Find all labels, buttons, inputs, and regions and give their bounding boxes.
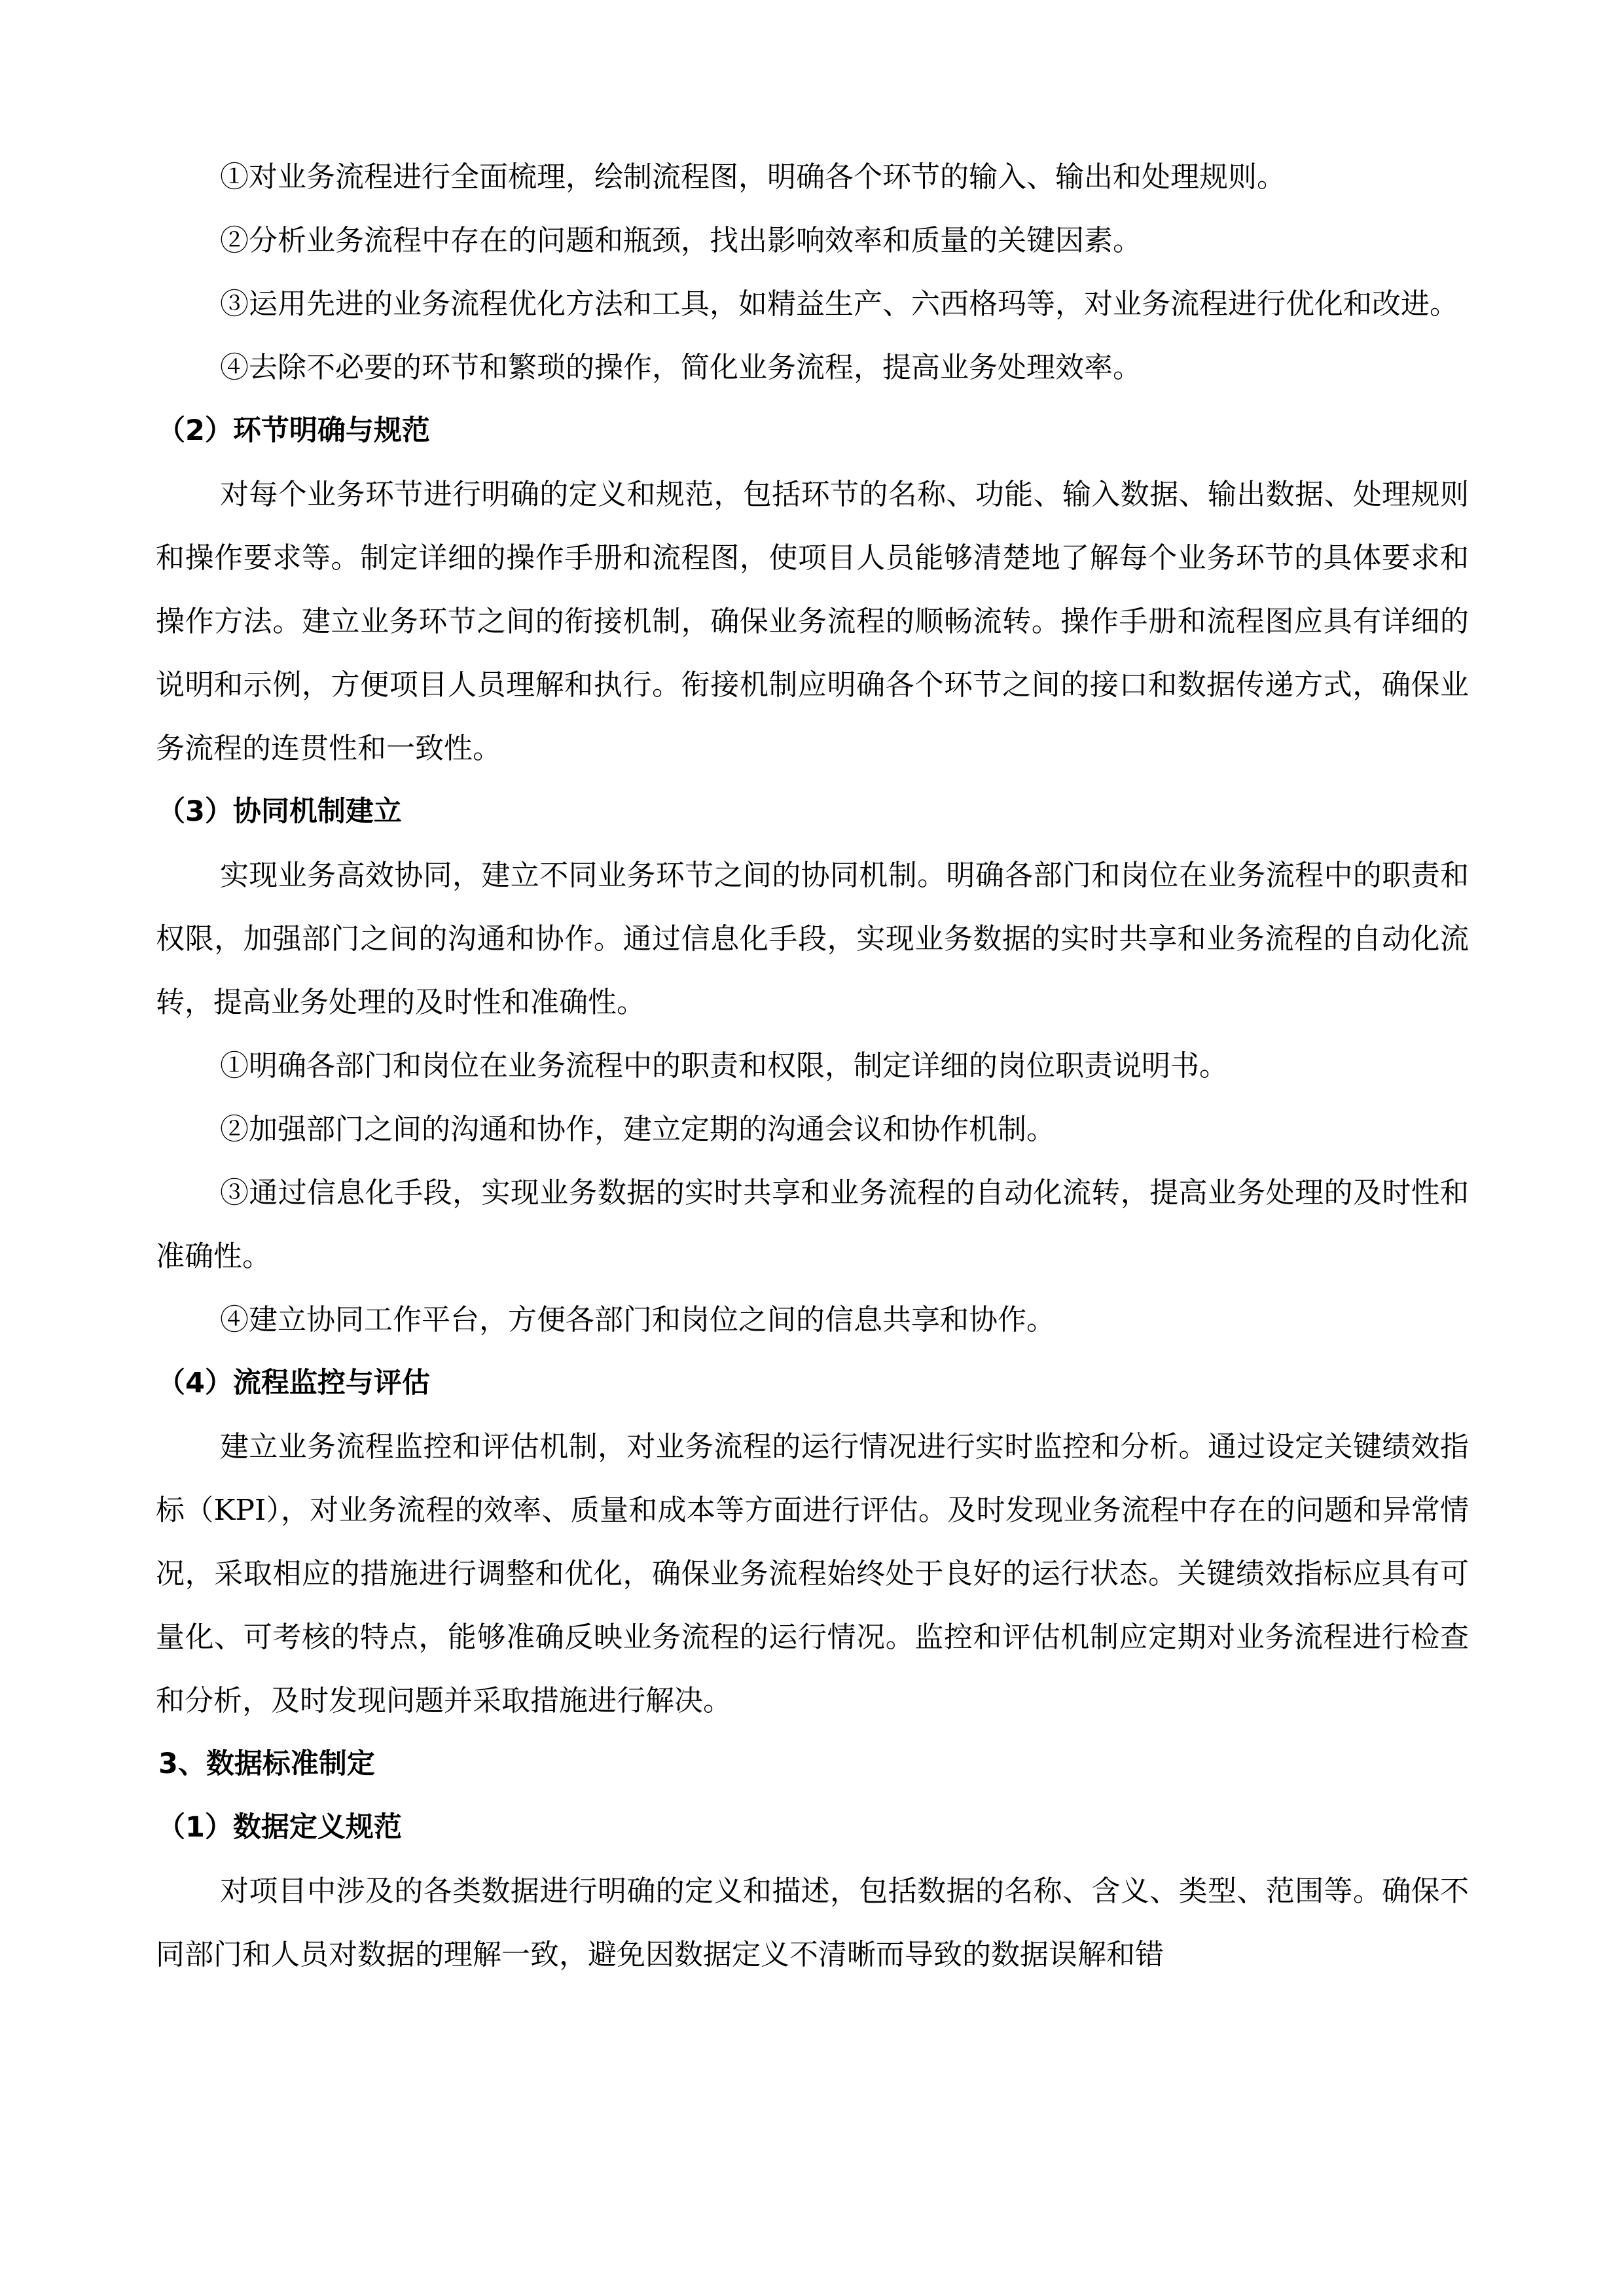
section-heading-link-definition: （2）环节明确与规范 xyxy=(157,414,430,447)
section-heading-data-standards: 3、数据标准制定 xyxy=(158,1748,375,1780)
paragraph-data-definition: 对项目中涉及的各类数据进行明确的定义和描述，包括数据的名称、含义、类型、范围等。确保不同部门和人员对数据的理解一致，避免因数据定义不清晰而导致的数据误解和错 xyxy=(156,1874,1469,1971)
document-page xyxy=(156,145,1469,1986)
list-item-collaboration-2: ②加强部门之间的沟通和协作，建立定期的沟通会议和协作机制。 xyxy=(220,1113,1055,1146)
section-heading-collaboration: （3）协同机制建立 xyxy=(157,795,402,828)
list-item-collaboration-3: ③通过信息化手段，实现业务数据的实时共享和业务流程的自动化流转，提高业务处理的及时性和准确性。 xyxy=(156,1176,1469,1273)
list-item-collaboration-4: ④建立协同工作平台，方便各部门和岗位之间的信息共享和协作。 xyxy=(220,1303,1055,1336)
list-item-optimize-4: ④去除不必要的环节和繁琐的操作，简化业务流程，提高业务处理效率。 xyxy=(220,351,1142,384)
list-item-collaboration-1: ①明确各部门和岗位在业务流程中的职责和权限，制定详细的岗位职责说明书。 xyxy=(220,1049,1228,1083)
list-item-optimize-2: ②分析业务流程中存在的问题和瓶颈，找出影响效率和质量的关键因素。 xyxy=(220,224,1142,257)
paragraph-link-definition: 对每个业务环节进行明确的定义和规范，包括环节的名称、功能、输入数据、输出数据、处理规则和操作要求等。制定详细的操作手册和流程图，使项目人员能够清楚地了解每个业务环节的具体要求和操作方法。建立业务环节之间的衔接机制，确保业务流程的顺畅流转。操作手册和流程图应具有详细的说明和示例，方便项目人员理解和执行。衔接机制应明确各个环节之间的接口和数据传递方式，确保业务流程的连贯性和一致性。 xyxy=(156,478,1469,765)
list-item-optimize-1: ①对业务流程进行全面梳理，绘制流程图，明确各个环节的输入、输出和处理规则。 xyxy=(220,160,1286,194)
paragraph-monitoring: 建立业务流程监控和评估机制，对业务流程的运行情况进行实时监控和分析。通过设定关键绩效指标（KPI），对业务流程的效率、质量和成本等方面进行评估。及时发现业务流程中存在的问题和异常情况，采取相应的措施进行调整和优化，确保业务流程始终处于良好的运行状态。关键绩效指标应具有可量化、可考核的特点，能够准确反映业务流程的运行情况。监控和评估机制应定期对业务流程进行检查和分析，及时发现问题并采取措施进行解决。 xyxy=(156,1430,1469,1717)
list-item-optimize-3: ③运用先进的业务流程优化方法和工具，如精益生产、六西格玛等，对业务流程进行优化和改进。 xyxy=(220,287,1458,321)
section-heading-data-definition: （1）数据定义规范 xyxy=(157,1811,402,1844)
section-heading-monitoring: （4）流程监控与评估 xyxy=(157,1367,430,1399)
paragraph-collaboration: 实现业务高效协同，建立不同业务环节之间的协同机制。明确各部门和岗位在业务流程中的职责和权限，加强部门之间的沟通和协作。通过信息化手段，实现业务数据的实时共享和业务流程的自动化流转，提高业务处理的及时性和准确性。 xyxy=(156,859,1469,1019)
